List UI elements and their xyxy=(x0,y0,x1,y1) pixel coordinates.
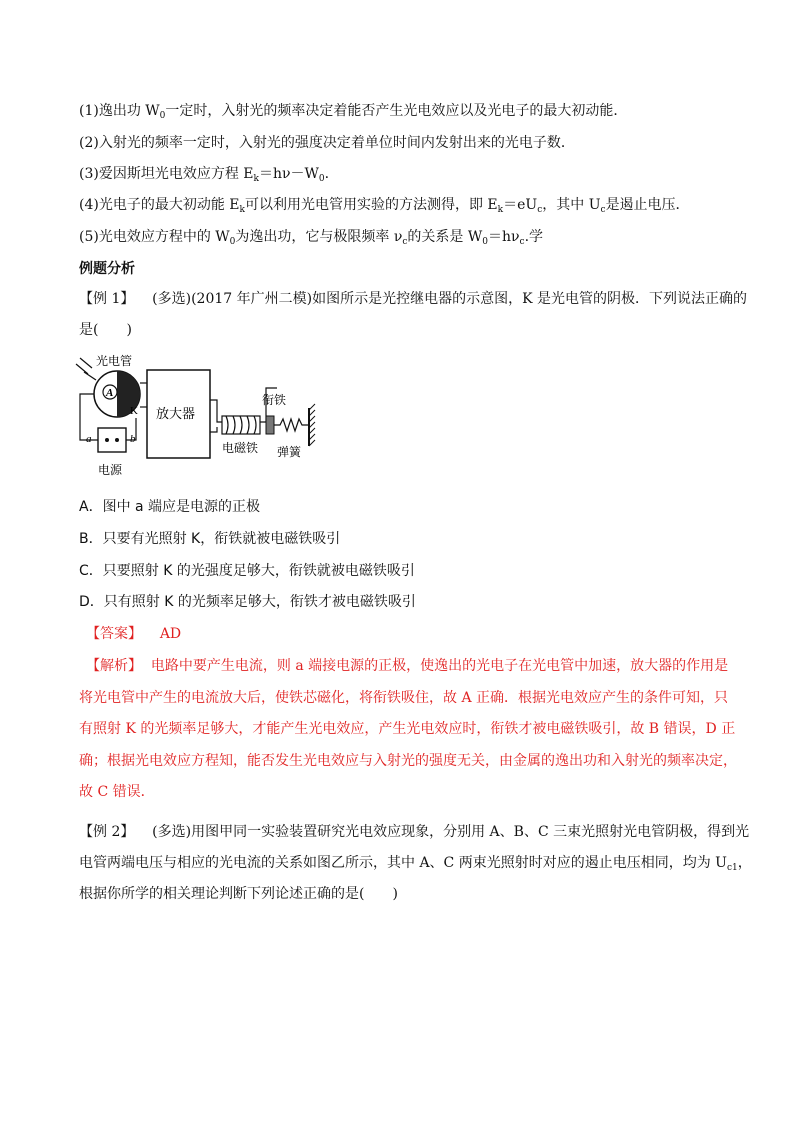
answer-value: AD xyxy=(159,626,182,642)
point-5: (5)光电效应方程中的 $W_0$为逸出功，它与极限频率 $\nu_c$的关系是 $W_0=h\nu_c$.学 xyxy=(79,229,544,247)
example2-line-1: 【例 2】 (多选)用图甲同一实验装置研究光电效应现象，分别用 A、B、C 三束光照射光电管阴极，得到光 xyxy=(79,824,750,840)
example2-line-3: 根据你所学的相关理论判断下列论述正确的是( ) xyxy=(79,886,398,902)
photo-relay-diagram xyxy=(72,352,352,482)
armature-label: 衔铁 xyxy=(262,393,287,407)
electromagnet-label: 电磁铁 xyxy=(222,441,259,455)
example2-line-2: 电管两端电压与相应的光电流的关系如图乙所示，其中 A、C 两束光照射时对应的遏止电压相同，均为 $U_{c1}$， xyxy=(79,855,752,873)
option-a: A．图中 a 端应是电源的正极 xyxy=(79,499,261,515)
analysis-tag: 【解析】 xyxy=(86,658,142,674)
terminal-b-label: b xyxy=(130,433,136,445)
anode-label: A xyxy=(106,387,114,399)
analysis-line-3: 有照射 K 的光频率足够大，才能产生光电效应，产生光电效应时，衔铁才被电磁铁吸引，故 B 错误，D 正 xyxy=(79,721,736,737)
amplifier-label: 放大器 xyxy=(156,407,196,422)
electromagnet-coil xyxy=(226,416,256,434)
point-1: (1)逸出功 $W_0$一定时，入射光的频率决定着能否产生光电效应以及光电子的最大初动能． xyxy=(79,103,628,121)
example1-question-cont: 是( ) xyxy=(79,322,132,338)
answer-tag: 【答案】 xyxy=(86,626,142,642)
terminal-a-label: a xyxy=(86,433,92,445)
cathode-label: K xyxy=(130,405,138,417)
answer-line xyxy=(86,624,181,644)
tube-label: 光电管 xyxy=(96,354,133,368)
armature xyxy=(266,416,274,434)
example1-tag: 【例 1】 xyxy=(79,291,135,307)
spring xyxy=(274,419,308,431)
option-c: C．只要照射 K 的光强度足够大，衔铁就被电磁铁吸引 xyxy=(79,563,415,579)
power-source xyxy=(98,428,126,452)
analysis-line-5: 故 C 错误． xyxy=(79,784,155,800)
example2-tag: 【例 2】 xyxy=(79,824,135,840)
light-rays xyxy=(76,358,96,380)
point-3: (3)爱因斯坦光电效应方程 $E_k=h\nu-W_0$. xyxy=(79,166,330,184)
analysis-line-2: 将光电管中产生的电流放大后，使铁芯磁化，将衔铁吸住，故 A 正确．根据光电效应产生的条件可知，只 xyxy=(79,690,729,706)
source-label: 电源 xyxy=(98,463,123,477)
option-d: D．只有照射 K 的光频率足够大，衔铁才被电磁铁吸引 xyxy=(79,594,416,610)
analysis-line-1: 【解析】 电路中要产生电流，则 a 端接电源的正极，使逸出的光电子在光电管中加速，放大器的作用是 xyxy=(86,658,729,674)
option-b: B．只要有光照射 K，衔铁就被电磁铁吸引 xyxy=(79,531,341,547)
analysis-line-4: 确；根据光电效应方程知，能否发生光电效应与入射光的强度无关，由金属的逸出功和入射光的频率决定， xyxy=(79,753,737,769)
example1-question: 【例 1】 (多选)(2017 年广州二模)如图所示是光控继电器的示意图，K 是光电管的阴极．下列说法正确的 xyxy=(79,291,748,307)
section-heading: 例题分析 xyxy=(79,261,135,277)
spring-label: 弹簧 xyxy=(277,445,302,459)
point-4: (4)光电子的最大初动能 $E_k$可以利用光电管用实验的方法测得，即 $E_k=eU_c$，其中 $U_c$是遏止电压． xyxy=(79,197,690,215)
point-2: (2)入射光的频率一定时，入射光的强度决定着单位时间内发射出来的光电子数． xyxy=(79,135,575,151)
